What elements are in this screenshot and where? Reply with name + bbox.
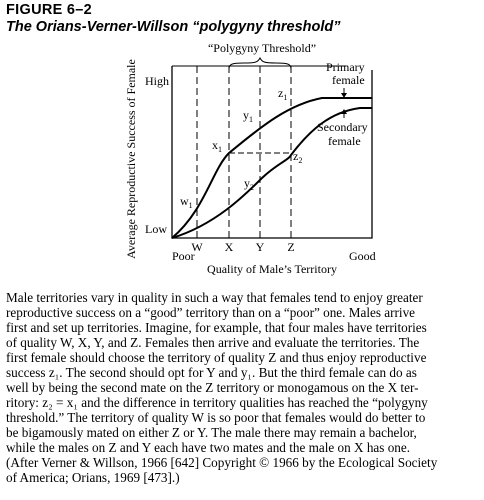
caption-line-9: threshold.” The territory of quality W is so poor that females would do better to: [6, 410, 426, 425]
axes-box: [172, 66, 372, 238]
y-low-label: Low: [145, 222, 167, 236]
x-poor-label: Poor: [172, 249, 195, 263]
point-z1: $z_1$: [278, 86, 288, 102]
tick-y: Y: [255, 240, 265, 254]
tick-x: X: [224, 240, 234, 254]
y-high-label: High: [145, 74, 169, 88]
caption-line-8: ritory: z₂ = x₁ and the difference in territory qualities has reached the “polygyny: [6, 395, 428, 410]
tick-w: W: [191, 240, 203, 254]
point-z2: $z_2$: [293, 149, 303, 165]
threshold-label: “Polygyny Threshold”: [207, 41, 317, 55]
secondary-label-line1: Secondary: [317, 120, 368, 134]
point-w1: $w_1$: [180, 194, 193, 210]
x-good-label: Good: [349, 249, 376, 263]
primary-label-line1: Primary: [326, 60, 365, 74]
caption-line-6: success z₁. The second should opt for Y and y₁. But the third female can do as: [6, 365, 417, 380]
figure-number: FIGURE 6–2: [6, 2, 92, 18]
caption-line-10: be bigamously mated on either Z or Y. The male there may remain a bachelor,: [6, 425, 417, 440]
territory-dashed-lines: [197, 66, 291, 238]
caption-line-5: first female should choose the territory of quality Z and thus enjoy reproductive: [6, 350, 427, 365]
primary-female-curve: [172, 98, 372, 238]
figure-caption: [6, 290, 480, 485]
polygyny-threshold-diagram: [0, 36, 484, 286]
caption-line-13: of America; Orians, 1969 [473].): [6, 470, 180, 485]
caption-line-1: Male territories vary in quality in such a way that females tend to enjoy greater: [6, 290, 423, 305]
point-y2: $y_2$: [244, 176, 254, 192]
caption-line-4: of quality W, X, Y, and Z. Females then arrive and evaluate the territories. The: [6, 335, 420, 350]
x-axis-label: Quality of Male’s Territory: [207, 262, 337, 276]
y-axis-label: Average Reproductive Success of Female: [124, 59, 138, 259]
caption-line-2: reproductive success on a “good” territory than on a “poor” one. Males arrive: [6, 305, 416, 320]
point-y1: $y_1$: [243, 108, 253, 124]
caption-line-7: well by being the second mate on the Z territory or monogamous on the X ter-: [6, 380, 419, 395]
primary-label-line2: female: [332, 73, 365, 87]
figure-title: The Orians-Verner-Willson “polygyny threshold”: [6, 19, 341, 35]
point-x1: $x_1$: [212, 138, 222, 154]
caption-line-11: while the males on Z and Y each have two mates and the male on X has one.: [6, 440, 411, 455]
caption-line-12: (After Verner & Willson, 1966 [642] Copyright © 1966 by the Ecological Society: [6, 455, 438, 470]
tick-z: Z: [287, 240, 295, 254]
secondary-label-line2: female: [328, 134, 361, 148]
caption-line-3: first and set up territories. Imagine, for example, that four males have territories: [6, 320, 427, 335]
